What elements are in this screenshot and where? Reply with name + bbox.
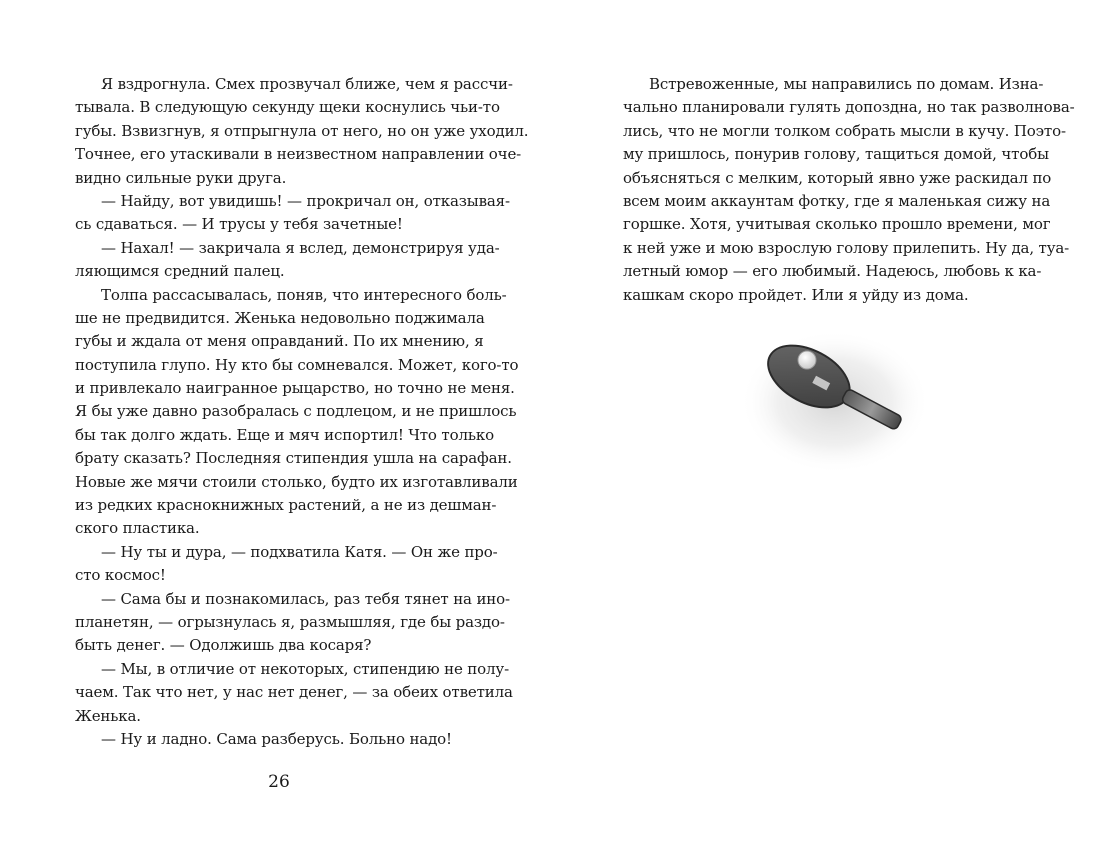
text-line: Толпа рассасывалась, поняв, что интересного боль- [101, 285, 507, 304]
text-line: Женька. [75, 706, 141, 725]
page-number: 26 [268, 772, 290, 792]
text-line: и привлекало наигранное рыцарство, но точно не меня. [75, 379, 515, 398]
text-line: сто космос! [75, 566, 166, 585]
text-line: горшке. Хотя, учитывая сколько прошло времени, мог [623, 215, 1051, 234]
ping-pong-paddle-icon [735, 322, 935, 482]
text-line: Я бы уже давно разобралась с подлецом, и не пришлось [75, 402, 517, 421]
right-page-text [623, 73, 1075, 307]
text-line: Я вздрогнула. Смех прозвучал ближе, чем я рассчи- [101, 75, 513, 93]
text-line: Точнее, его утаскивали в неизвестном направлении оче- [75, 145, 522, 164]
text-line: летный юмор — его любимый. Надеюсь, любовь к ка- [623, 262, 1042, 281]
text-line: губы. Взвизгнув, я отпрыгнула от него, но он уже уходил. [75, 121, 529, 140]
text-line: Новые же мячи стоили столько, будто их изготавливали [75, 472, 518, 491]
text-line: — Нахал! — закричала я вслед, демонстрируя уда- [101, 238, 500, 257]
text-line: — Ну ты и дура, — подхватила Катя. — Он же про- [101, 542, 498, 561]
text-line: сь сдаваться. — И трусы у тебя зачетные! [75, 215, 403, 234]
text-line: тывала. В следующую секунду щеки коснулись чьи-то [75, 98, 500, 117]
text-line: Встревоженные, мы направились по домам. Изна- [649, 75, 1044, 93]
text-line: всем моим аккаунтам фотку, где я маленькая сижу на [623, 191, 1051, 210]
text-line: брату сказать? Последняя стипендия ушла на сарафан. [75, 449, 512, 468]
text-line: му пришлось, понурив голову, тащиться домой, чтобы [623, 145, 1049, 164]
text-line: ского пластика. [75, 519, 200, 538]
text-line: видно сильные руки друга. [75, 168, 287, 187]
text-line: ше не предвидится. Женька недовольно поджимала [75, 308, 485, 327]
text-line: из редких краснокнижных растений, а не из дешман- [75, 496, 497, 515]
text-line: — Сама бы и познакомилась, раз тебя тянет на ино- [101, 589, 510, 608]
text-line: — Мы, в отличие от некоторых, стипендию не полу- [101, 659, 509, 678]
ball [798, 351, 816, 369]
text-line: чаем. Так что нет, у нас нет денег, — за обеих ответила [75, 683, 513, 702]
text-line: планетян, — огрызнулась я, размышляя, где бы раздо- [75, 612, 505, 631]
text-line: губы и ждала от меня оправданий. По их мнению, я [75, 332, 484, 351]
text-line: к ней уже и мою взрослую голову прилепить. Ну да, туа- [623, 238, 1070, 257]
text-line: чально планировали гулять допоздна, но так разволнова- [623, 98, 1075, 117]
left-page-text [75, 73, 529, 751]
text-line: бы так долго ждать. Еще и мяч испортил! Что только [75, 425, 494, 444]
text-line: быть денег. — Одолжишь два косаря? [75, 636, 372, 655]
text-line: — Найду, вот увидишь! — прокричал он, отказывая- [101, 191, 510, 210]
text-line: кашкам скоро пройдет. Или я уйду из дома. [623, 285, 969, 304]
text-line: — Ну и ладно. Сама разберусь. Больно надо! [101, 729, 452, 748]
text-line: объясняться с мелким, который явно уже раскидал по [623, 168, 1052, 187]
text-line: ляющимся средний палец. [75, 262, 285, 281]
text-line: лись, что не могли толком собрать мысли в кучу. Поэто- [623, 121, 1066, 140]
right-page [550, 0, 1100, 845]
text-line: поступила глупо. Ну кто бы сомневался. Может, кого-то [75, 355, 519, 374]
